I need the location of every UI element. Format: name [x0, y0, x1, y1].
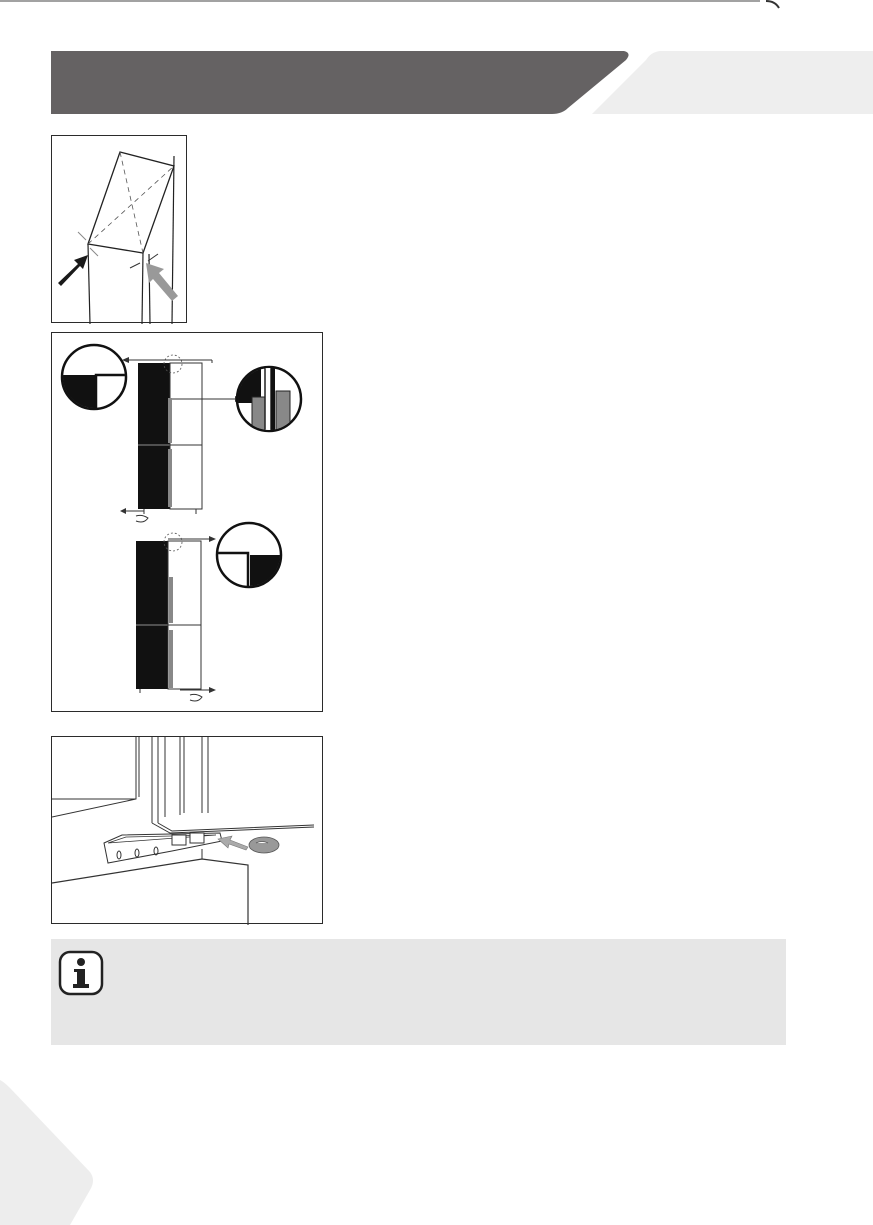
door-adjustment-diagram [51, 332, 323, 712]
hinge-washer-diagram [51, 736, 323, 924]
grey-arrow-icon [218, 836, 248, 850]
info-note [51, 939, 786, 1045]
info-icon [58, 950, 104, 996]
header-bar [51, 51, 629, 114]
washer-icon [249, 837, 279, 853]
corner-tab [0, 1080, 100, 1225]
black-arrow-icon [58, 255, 88, 286]
detail-circle-lower [215, 523, 286, 595]
detail-circle-right [237, 363, 301, 443]
rotate-icon [136, 515, 148, 522]
detail-circle-left [60, 345, 132, 415]
door-alignment-diagram [51, 135, 187, 323]
header-tab [592, 51, 873, 114]
page-header [0, 0, 873, 120]
